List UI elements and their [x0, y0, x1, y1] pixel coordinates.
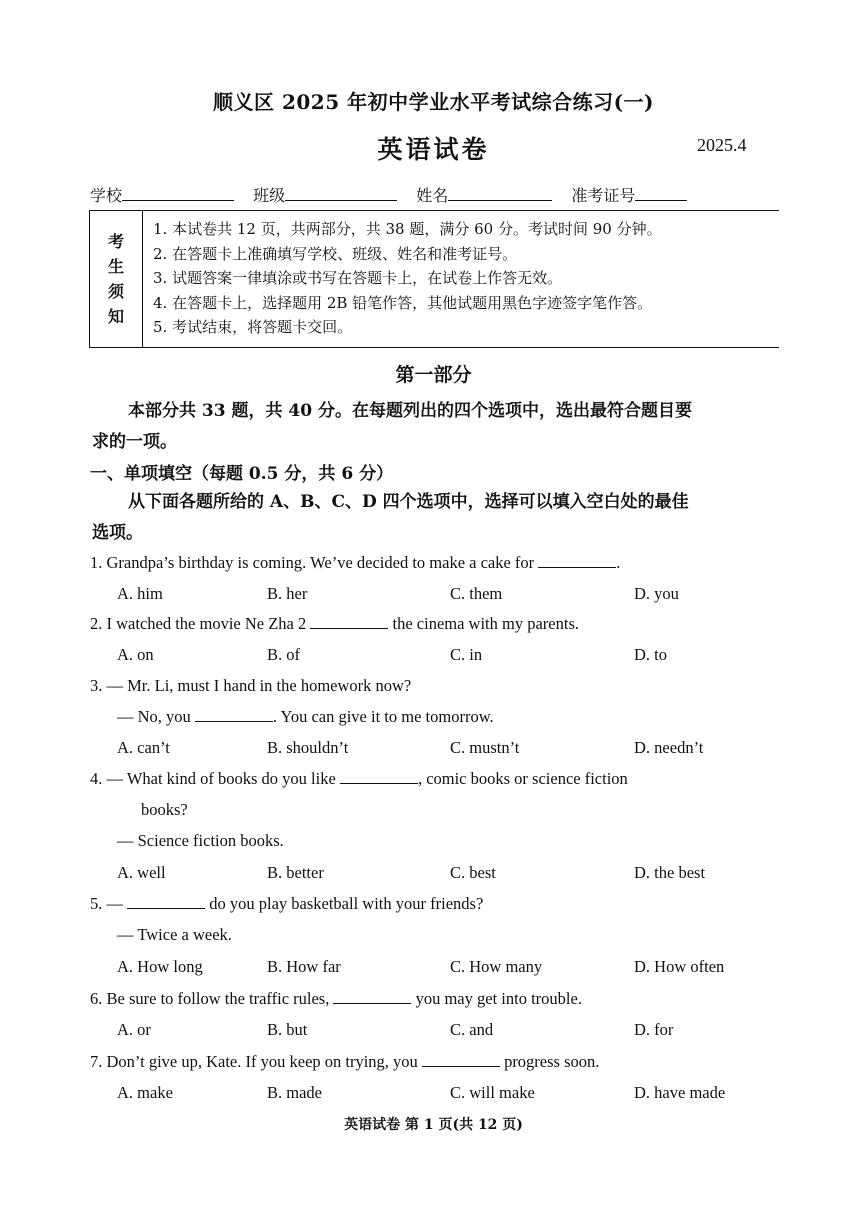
notice-label: [90, 211, 143, 347]
exam-id-label: 准考证号: [571, 186, 636, 205]
student-info-row: [90, 183, 780, 206]
section-instruction-cont: [92, 518, 782, 549]
subject-title: 英语试卷: [377, 135, 490, 164]
question-4-line: [141, 800, 841, 820]
notice-items: [143, 211, 662, 347]
intro-line: 求的一项。: [92, 432, 177, 452]
question-text: 5. —: [90, 894, 128, 913]
option-c[interactable]: C. best: [450, 863, 496, 882]
question-text: 7. Don’t give up, Kate. If you keep on trying, you: [90, 1052, 422, 1071]
option-a[interactable]: A. on: [117, 645, 154, 664]
class-label: 班级: [253, 186, 286, 205]
page-footer: 英语试卷 第 1 页(共 12 页): [344, 1117, 523, 1133]
notice-label-char: 须: [107, 282, 124, 301]
instruction-line: 选项。: [92, 523, 143, 543]
part-one-title: 第一部分: [395, 364, 472, 386]
question-text: . You can give it to me tomorrow.: [272, 707, 494, 726]
question-text: .: [616, 553, 621, 572]
option-d[interactable]: D. for: [634, 1020, 674, 1039]
part-one-intro: [92, 396, 782, 427]
question-text: 3. — Mr. Li, must I hand in the homework now?: [90, 676, 412, 695]
question-text: the cinema with my parents.: [388, 614, 580, 633]
question-text: you may get into trouble.: [411, 989, 582, 1008]
question-5-line: [117, 925, 817, 945]
question-1-line: [90, 553, 790, 573]
option-d[interactable]: D. How often: [634, 957, 725, 976]
notice-item: 3. 试题答案一律填涂或书写在答题卡上，在试卷上作答无效。: [153, 269, 563, 287]
class-field[interactable]: [253, 183, 397, 206]
option-c[interactable]: C. mustn’t: [450, 738, 520, 757]
option-c[interactable]: C. will make: [450, 1083, 535, 1102]
question-text: — Twice a week.: [117, 925, 232, 944]
question-3-line: [117, 707, 817, 727]
instruction-line: 从下面各题所给的 A、B、C、D 四个选项中，选择可以填入空白处的最佳: [128, 492, 689, 512]
option-a[interactable]: A. How long: [117, 957, 203, 976]
option-b[interactable]: B. but: [267, 1020, 308, 1039]
option-b[interactable]: B. How far: [267, 957, 341, 976]
option-b[interactable]: B. shouldn’t: [267, 738, 349, 757]
part-one-intro-cont: [92, 427, 782, 458]
question-text: 1. Grandpa’s birthday is coming. We’ve decided to make a cake for: [90, 553, 539, 572]
school-blank[interactable]: [122, 186, 234, 201]
answer-blank[interactable]: [127, 894, 205, 909]
answer-blank[interactable]: [310, 614, 388, 629]
question-text: 6. Be sure to follow the traffic rules,: [90, 989, 334, 1008]
notice-label-char: 知: [107, 307, 124, 326]
exam-id-blank[interactable]: [635, 186, 687, 201]
answer-blank[interactable]: [340, 769, 418, 784]
question-2-line: [90, 614, 790, 634]
question-4-line: [117, 831, 817, 851]
question-text: books?: [141, 800, 188, 819]
option-c[interactable]: C. How many: [450, 957, 543, 976]
question-7-line: [90, 1052, 790, 1072]
name-field[interactable]: [416, 183, 552, 206]
question-5-line: [90, 894, 790, 914]
answer-blank[interactable]: [333, 989, 411, 1004]
option-b[interactable]: B. better: [267, 863, 324, 882]
exam-title: 顺义区 2025 年初中学业水平考试综合练习(一): [212, 90, 654, 114]
question-text: 2. I watched the movie Ne Zha 2: [90, 614, 311, 633]
intro-line: 本部分共 33 题，共 40 分。在每题列出的四个选项中，选出最符合题目要: [128, 401, 692, 421]
option-b[interactable]: B. made: [267, 1083, 322, 1102]
notice-label-char: 生: [107, 257, 124, 276]
option-b[interactable]: B. of: [267, 645, 300, 664]
question-4-line: [90, 769, 790, 789]
question-text: , comic books or science fiction: [417, 769, 628, 788]
option-d[interactable]: D. to: [634, 645, 667, 664]
option-a[interactable]: A. him: [117, 584, 163, 603]
option-d[interactable]: D. you: [634, 584, 679, 603]
option-c[interactable]: C. in: [450, 645, 483, 664]
exam-id-field[interactable]: [571, 183, 687, 206]
answer-blank[interactable]: [195, 707, 273, 722]
option-a[interactable]: A. can’t: [117, 738, 170, 757]
option-d[interactable]: D. have made: [634, 1083, 726, 1102]
question-text: progress soon.: [499, 1052, 600, 1071]
question-3-line: [90, 676, 790, 696]
notice-label-char: 考: [107, 232, 124, 251]
question-text: — No, you: [117, 707, 195, 726]
notice-item: 2. 在答题卡上准确填写学校、班级、姓名和准考证号。: [153, 244, 518, 263]
question-6-line: [90, 989, 790, 1009]
question-text: 4. — What kind of books do you like: [90, 769, 340, 788]
question-text: — Science fiction books.: [117, 831, 284, 850]
option-d[interactable]: D. the best: [634, 863, 706, 882]
class-blank[interactable]: [285, 186, 397, 201]
notice-box: [89, 210, 779, 348]
name-label: 姓名: [416, 186, 449, 205]
option-b[interactable]: B. her: [267, 584, 308, 603]
question-text: do you play basketball with your friends?: [205, 894, 484, 913]
option-d[interactable]: D. needn’t: [634, 738, 704, 757]
answer-blank[interactable]: [422, 1052, 500, 1067]
section-heading: 一、单项填空（每题 0.5 分，共 6 分）: [90, 464, 394, 484]
section-instruction: [92, 487, 782, 518]
option-c[interactable]: C. them: [450, 584, 503, 603]
notice-item: 4. 在答题卡上，选择题用 2B 铅笔作答，其他试题用黑色字迹签字笔作答。: [153, 293, 653, 312]
option-a[interactable]: A. make: [117, 1083, 173, 1102]
notice-item: 1. 本试卷共 12 页，共两部分，共 38 题，满分 60 分。考试时间 90 分钟。: [153, 220, 662, 238]
notice-item: 5. 考试结束，将答题卡交回。: [153, 318, 353, 336]
school-label: 学校: [90, 186, 123, 205]
option-c[interactable]: C. and: [450, 1020, 494, 1039]
school-field[interactable]: [90, 183, 234, 206]
name-blank[interactable]: [448, 186, 552, 201]
option-a[interactable]: A. well: [117, 863, 166, 882]
option-a[interactable]: A. or: [117, 1020, 151, 1039]
exam-date: 2025.4: [697, 135, 747, 155]
answer-blank[interactable]: [538, 553, 616, 568]
